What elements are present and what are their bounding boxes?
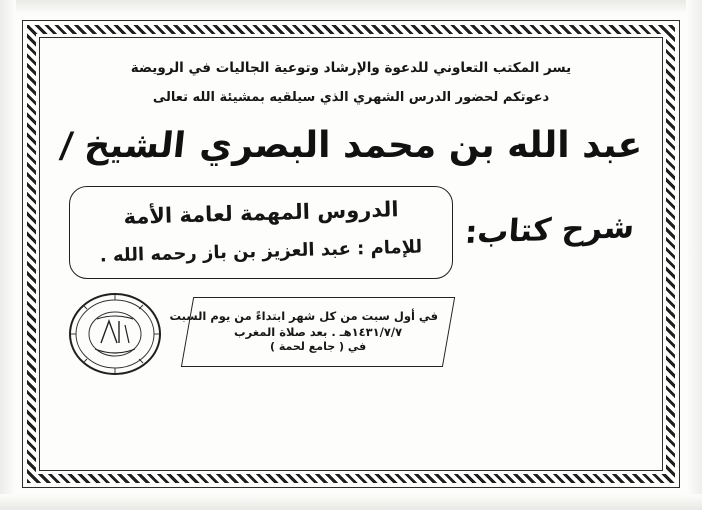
lesson-prefix-label: شرح كتاب:: [463, 208, 636, 251]
footer-block: [45, 291, 657, 401]
scan-edge-right: [686, 0, 702, 510]
schedule-line-3: في ( جامع لحمة ): [269, 340, 367, 354]
book-author: للإمام : عبد العزيز بن باز رحمه الله .: [99, 236, 422, 267]
scan-edge-left: [0, 0, 16, 510]
schedule-box: [169, 297, 455, 367]
schedule-line-1: في أول سبت من كل شهر ابتداءً من يوم السبت: [169, 309, 439, 324]
book-box: [69, 186, 453, 279]
header-line-2: دعوتكم لحضور الدرس الشهري الذي سيلقيه بمشيئة الله تعالى: [152, 89, 550, 105]
schedule-line-2: ١٤٣١/٧/٧هـ . بعد صلاة المغرب: [234, 324, 403, 339]
header-block: [45, 43, 657, 107]
poster-content: [45, 43, 657, 465]
header-line-1: يسر المكتب التعاوني للدعوة والإرشاد وتوعية الجاليات في الرويضة: [130, 60, 572, 76]
speaker-name: عبد الله بن محمد البصري: [199, 125, 643, 167]
speaker-block: [45, 125, 657, 166]
speaker-title-label: الشيخ /: [57, 125, 188, 166]
scan-edge-top: [0, 0, 702, 14]
official-seal-stamp: [67, 291, 163, 377]
book-title: الدروس المهمة لعامة الأمة: [122, 197, 399, 229]
scan-edge-bottom: [0, 494, 702, 510]
lesson-block: [45, 186, 657, 279]
